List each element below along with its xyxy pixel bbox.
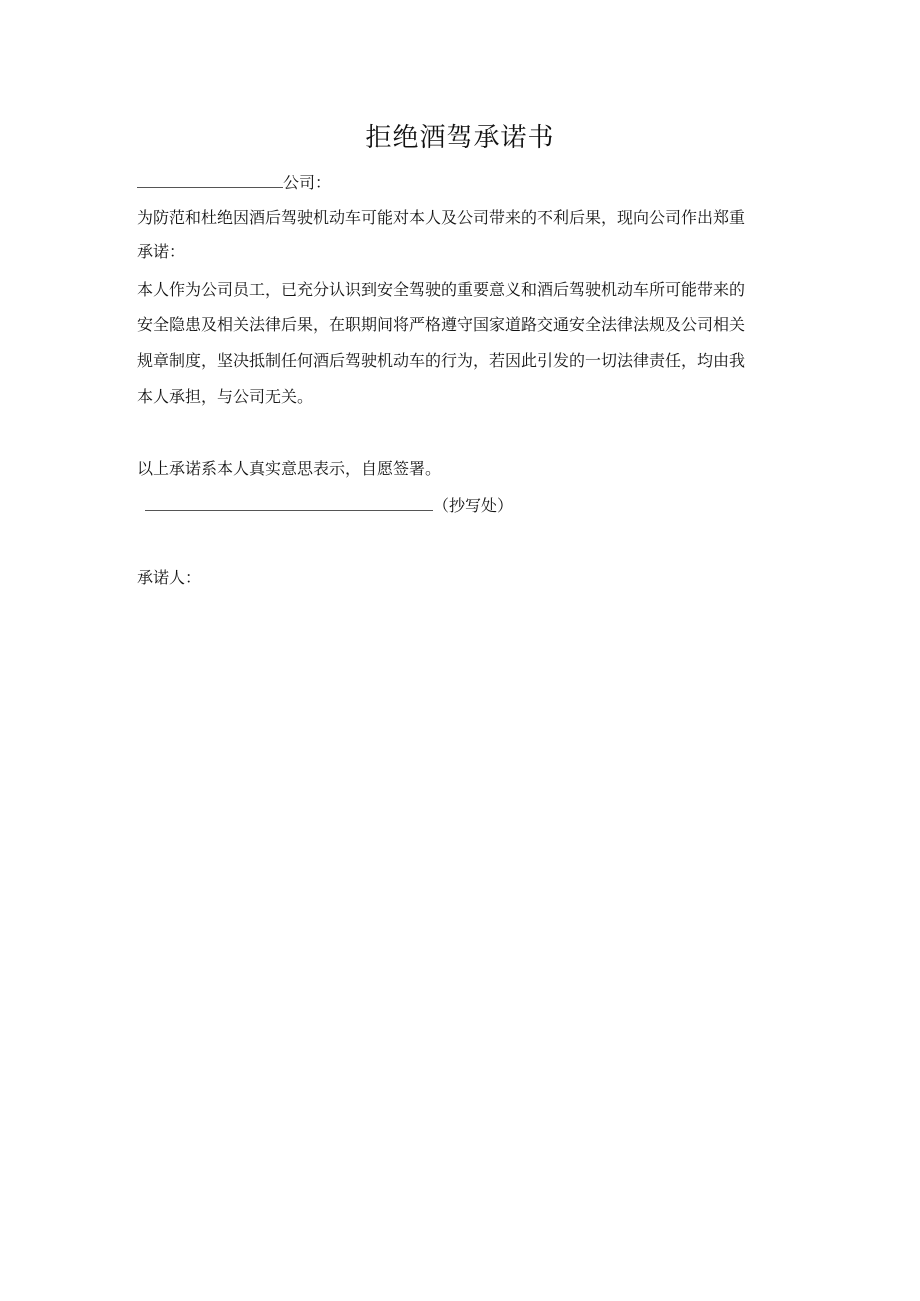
paragraph2-line3: 规章制度，坚决抵制任何酒后驾驶机动车的行为，若因此引发的一切法律责任，均由我 bbox=[137, 351, 746, 370]
company-name-blank[interactable] bbox=[137, 169, 283, 188]
company-suffix: 公司： bbox=[283, 173, 332, 192]
paragraph1-line1: 为防范和杜绝因酒后驾驶机动车可能对本人及公司带来的不利后果，现向公司作出郑重 bbox=[137, 208, 746, 227]
paragraph2-line4: 本人承担，与公司无关。 bbox=[137, 387, 314, 406]
copy-area-blank[interactable] bbox=[145, 492, 433, 511]
signer-label: 承诺人： bbox=[137, 568, 202, 587]
paragraph2-line1: 本人作为公司员工，已充分认识到安全驾驶的重要意义和酒后驾驶机动车所可能带来的 bbox=[137, 280, 746, 299]
paragraph1-line2: 承诺： bbox=[137, 242, 186, 261]
copy-line bbox=[145, 492, 795, 518]
copy-label: （抄写处） bbox=[433, 496, 514, 515]
company-line bbox=[137, 169, 787, 195]
declaration-text: 以上承诺系本人真实意思表示，自愿签署。 bbox=[137, 459, 442, 478]
document-title: 拒绝酒驾承诺书 bbox=[365, 123, 555, 153]
paragraph2-line2: 安全隐患及相关法律后果，在职期间将严格遵守国家道路交通安全法律法规及公司相关 bbox=[137, 315, 746, 334]
